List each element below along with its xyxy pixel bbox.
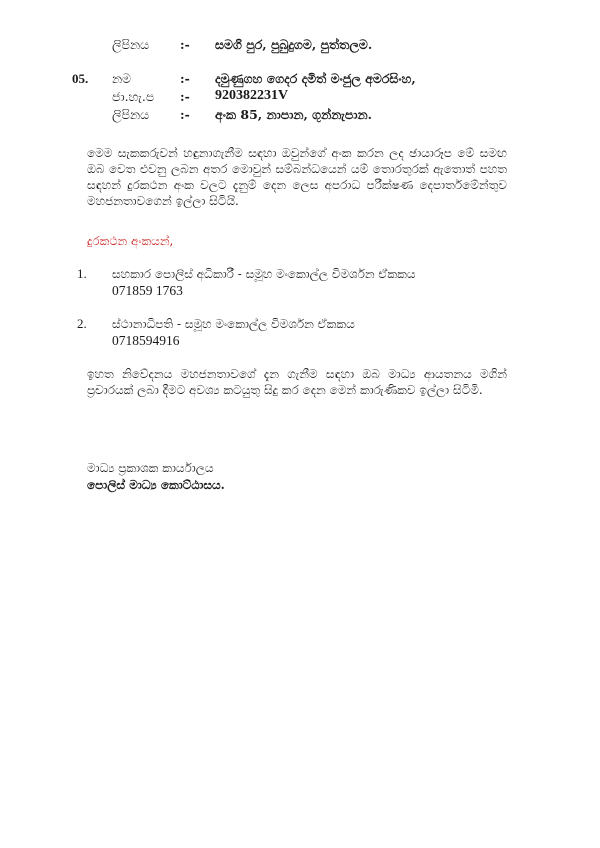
contacts-heading: දුරකථන අංකයන්,: [87, 234, 174, 248]
closing-paragraph: ඉහත නිවේදනය මහජනතාවගේ දැන ගැනීම සඳහා ඔබ මාධ්‍ය ආයතනය මගින් ප්‍රචාරයක් ලබා දීමට අවශ්‍ය කටයුතු සිදු කර දෙන මෙන් කාරුණිකව ඉල්ලා සිටිමි.: [87, 367, 507, 397]
contact-2-phone: 0718594916: [112, 333, 180, 348]
record-05-name-label: නම: [112, 71, 132, 86]
record-05-nic-separator: :-: [180, 89, 190, 104]
contact-2-title: ස්ථානාධිපති - සමූහ මංකොල්ල විමර්ශන ඒකකය: [112, 317, 355, 331]
record-05-nic-label: ජා.හැ.ප: [112, 89, 155, 104]
signature-division: පොලිස් මාධ්‍ය කොට්ඨාසය.: [87, 478, 225, 492]
contact-2-index: 2.: [77, 316, 87, 331]
contact-1-title: සහකාර පොලිස් අධිකාරී - සමූහ මංකොල්ල විමර්ශන ඒකකය: [112, 267, 416, 281]
record-05-name-value: දමුණුගහ ගෙදර දමිත් මංජුල අමරසිංහ,: [215, 71, 416, 86]
record-05-address-label: ලිපිනය: [112, 107, 150, 122]
record-04-address-separator: :-: [180, 37, 190, 52]
request-paragraph: මෙම සැකකරුවන් හඳුනාගැනීම සඳහා ඔවුන්ගේ අංක කරන ලද ඡායාරූප මේ සමඟ ඔබ වෙත එවනු ලබන අතර මොවුන් සම්බන්ධයෙන් යම් තොරතුරක් ඇතොත් පහත සඳහන් දුරකථන අංක වලට දැනුම් දෙන ලෙස අපරාධ පරීක්ෂණ දෙපාර්තමේන්තුව මහජනතාවගෙන් ඉල්ලා සිටියි.: [87, 146, 507, 208]
signature-office: මාධ්‍ය ප්‍රකාශක කාර්යාලය: [87, 461, 214, 475]
record-04-address-label: ලිපිනය: [112, 37, 150, 52]
record-05-number: 05.: [72, 71, 89, 86]
contact-1-phone: 071859 1763: [112, 283, 183, 298]
record-04-address-value: සමගි පුර, පුබුදුගම, පුත්තලම.: [215, 37, 373, 52]
record-05-address-separator: :-: [180, 107, 190, 122]
record-05-name-separator: :-: [180, 71, 190, 86]
contact-1-index: 1.: [77, 266, 87, 281]
record-05-nic-value: 920382231V: [215, 88, 289, 103]
record-05-address-value: අංක 85, නාපාන, ගුන්නැපාන.: [215, 107, 372, 122]
